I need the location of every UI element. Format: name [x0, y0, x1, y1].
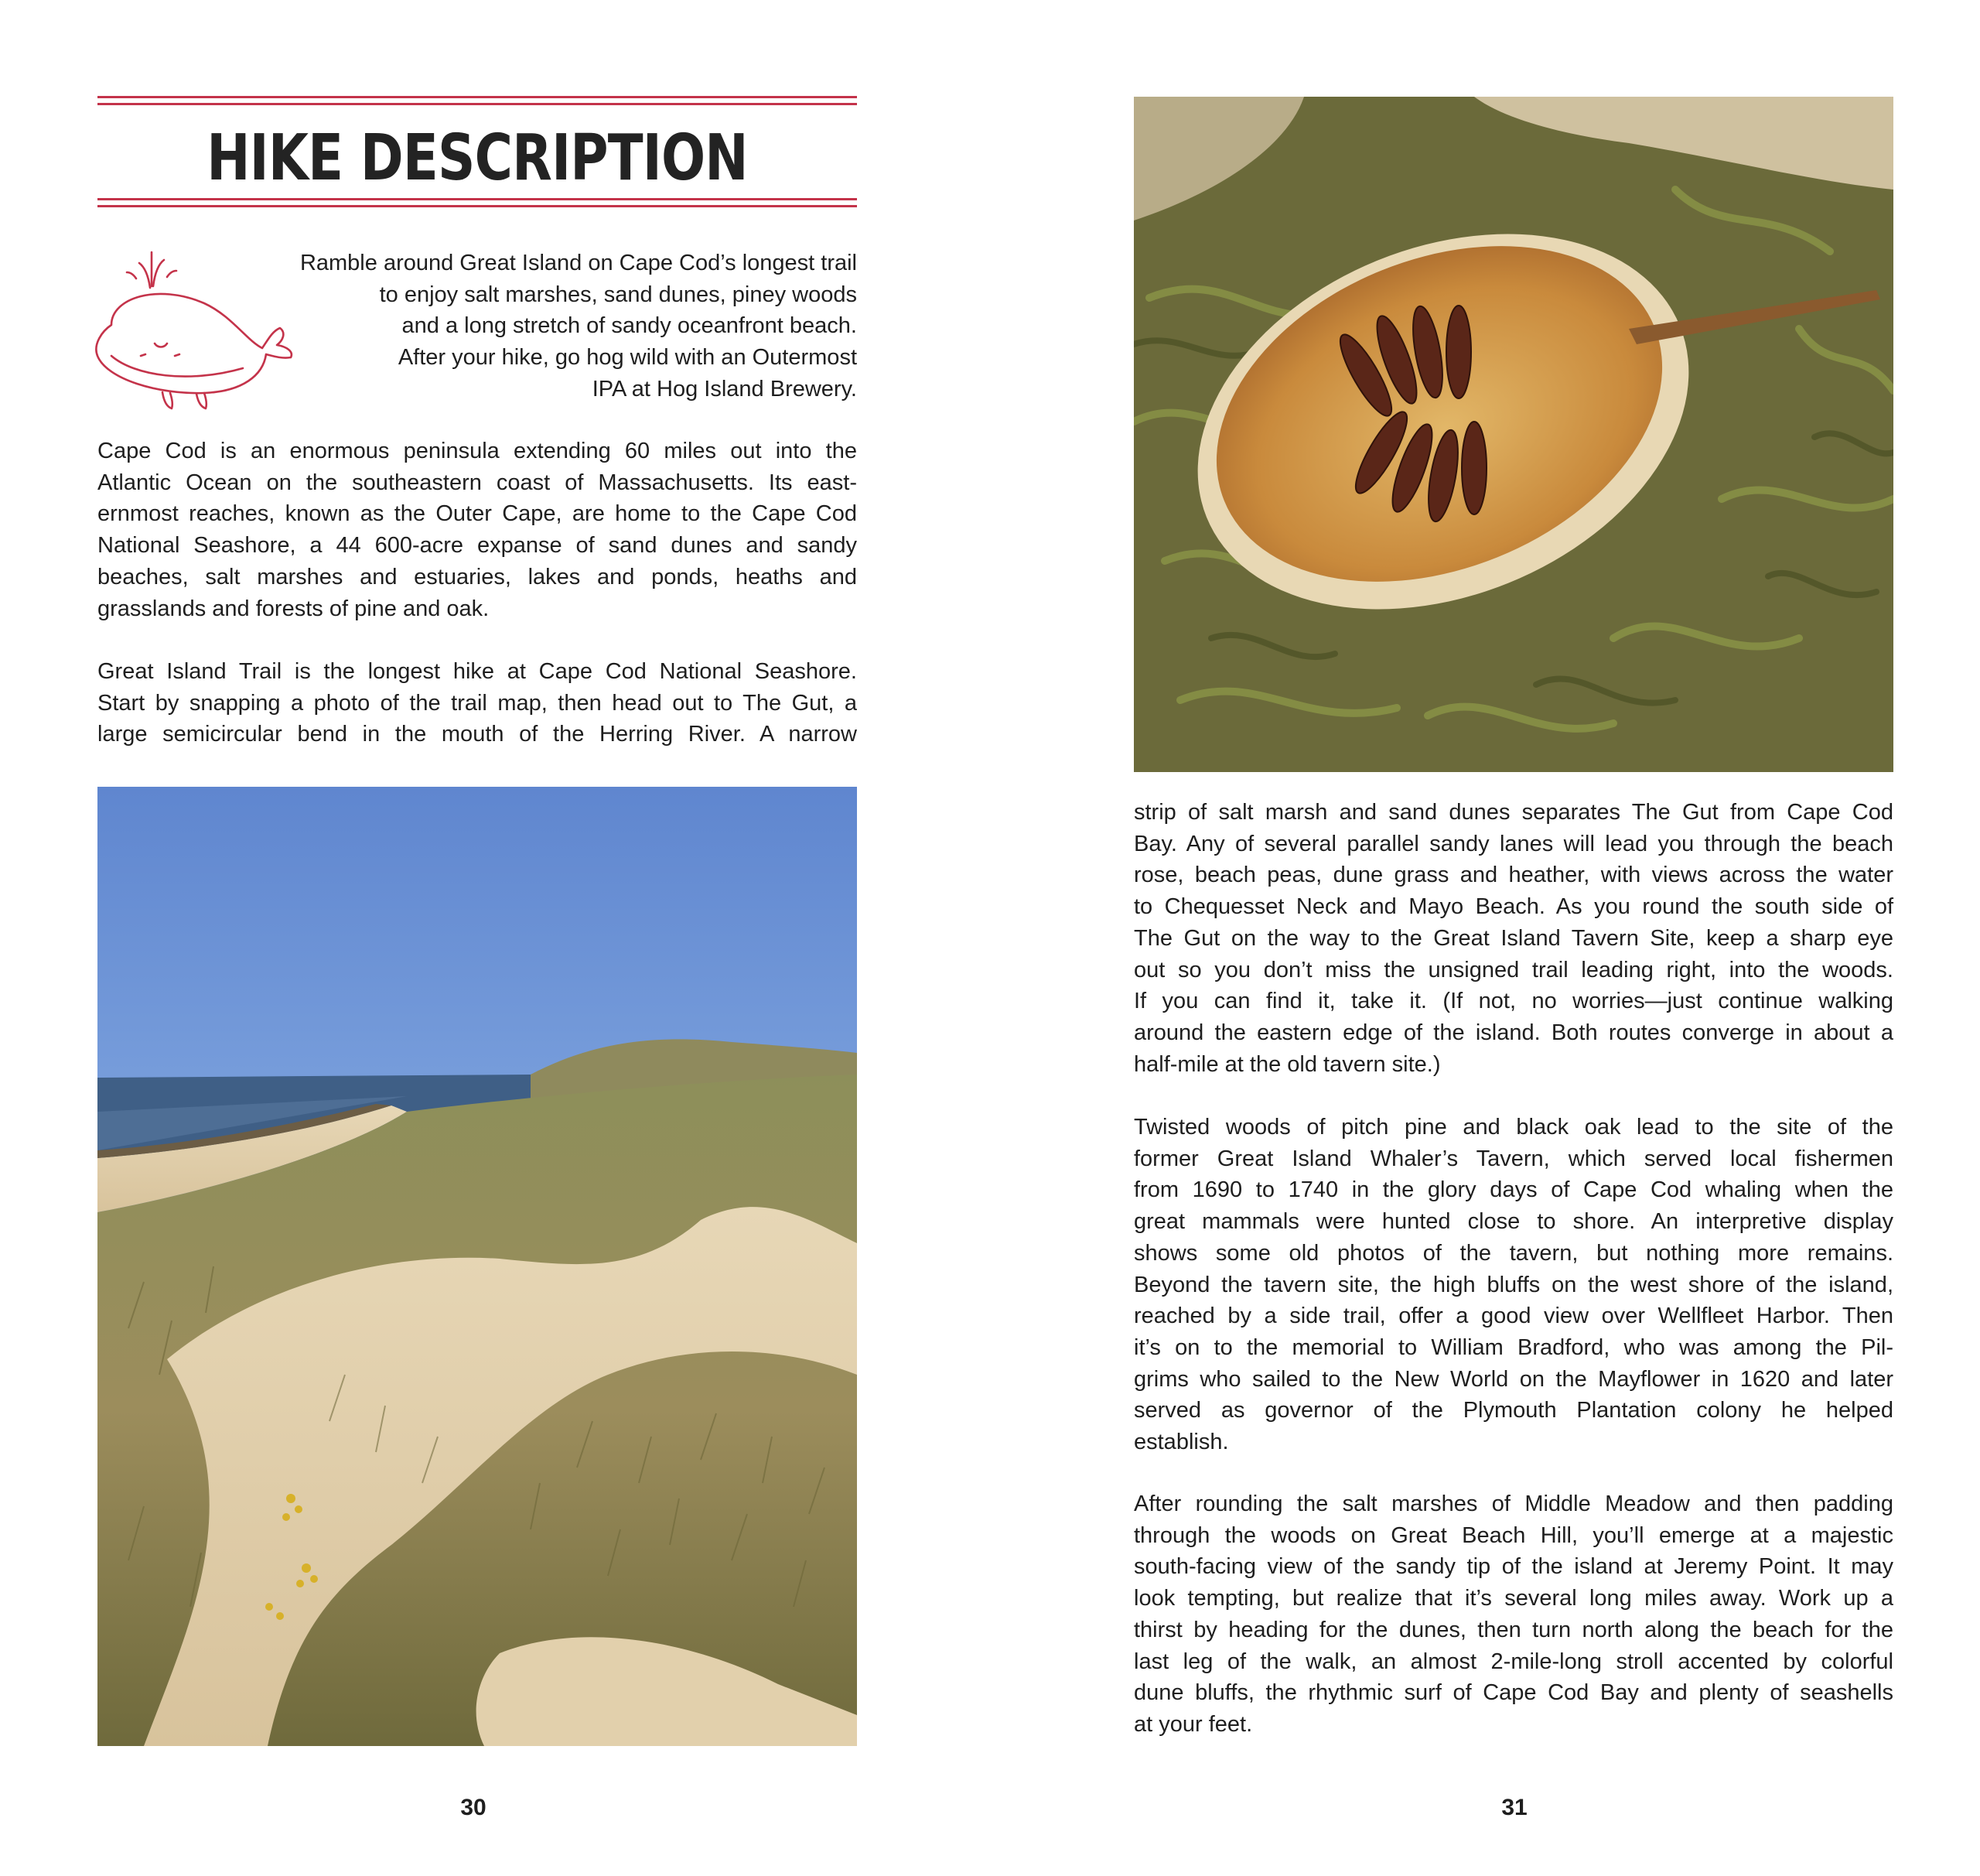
text-line: Twisted woods of pitch pine and black oak lead to the site of the [1134, 1115, 1893, 1140]
text-line: Cape Cod is an enormous peninsula extending 60 miles out into the [97, 439, 857, 463]
text-line: Bay. Any of several parallel sandy lanes will lead you through the beach [1134, 831, 1893, 856]
intro-line: After your hike, go hog wild with an Outermost [398, 345, 857, 371]
text-line: thirst by heading for the dunes, then turn north along the beach for the [1134, 1617, 1893, 1642]
text-line: out so you don’t miss the unsigned trail leading right, into the woods. [1134, 957, 1893, 982]
text-line: south-facing view of the sandy tip of the island at Jeremy Point. It may [1134, 1554, 1893, 1580]
dune-beach-photo [97, 787, 857, 1746]
body-paragraph-1 [97, 436, 857, 624]
text-line: If you can find it, take it. (If not, no worries—just continue walking [1134, 989, 1893, 1014]
text-line: National Seashore, a 44 600-acre expanse of sand dunes and sandy [97, 533, 857, 559]
intro-line: Ramble around Great Island on Cape Cod’s longest trail [299, 251, 857, 275]
text-line: strip of salt marsh and sand dunes separates The Gut from Cape Cod [1134, 800, 1893, 825]
text-line: grims who sailed to the New World on the Mayflower in 1620 and later [1134, 1366, 1893, 1392]
text-line: shows some old photos of the tavern, but nothing more remains. [1134, 1240, 1893, 1266]
horseshoe-crab-photo [1134, 97, 1893, 772]
heading-rule-bottom [97, 198, 857, 207]
intro-line: to enjoy salt marshes, sand dunes, piney woods [379, 282, 857, 307]
text-line: The Gut on the way to the Great Island Tavern Site, keep a sharp eye [1134, 925, 1893, 951]
text-line: beaches, salt marshes and estuaries, lakes and ponds, heaths and [97, 564, 857, 589]
text-line: through the woods on Great Beach Hill, you’ll emerge at a majestic [1134, 1522, 1893, 1548]
text-line: it’s on to the memorial to William Bradford, who was among the Pil- [1134, 1334, 1893, 1360]
body-paragraph-5 [1134, 1488, 1893, 1741]
text-line: former Great Island Whaler’s Tavern, which served local fishermen [1134, 1146, 1893, 1171]
text-line: last leg of the walk, an almost 2-mile-long stroll accented by colorful [1134, 1649, 1893, 1674]
text-line: look tempting, but realize that it’s several long miles away. Work up a [1134, 1586, 1893, 1611]
text-line: Atlantic Ocean on the southeastern coast of Massachusetts. Its east- [97, 470, 857, 495]
intro-line: IPA at Hog Island Brewery. [592, 376, 857, 402]
text-line: reached by a side trail, offer a good view over Wellfleet Harbor. Then [1134, 1304, 1893, 1329]
text-line: Start by snapping a photo of the trail map, then head out to The Gut, a [97, 690, 857, 716]
text-line: rose, beach peas, dune grass and heather, with views across the water [1134, 863, 1893, 888]
text-line: great mammals were hunted close to shore. An interpretive display [1134, 1209, 1893, 1235]
text-line: from 1690 to 1740 in the glory days of Cape Cod whaling when the [1134, 1177, 1893, 1203]
page-heading: HIKE DESCRIPTION [207, 121, 748, 195]
text-line: served as governor of the Plymouth Plantation colony he helped [1134, 1398, 1893, 1423]
body-paragraph-3 [1134, 797, 1893, 1080]
text-line: at your feet. [1134, 1711, 1253, 1737]
text-line: half-mile at the old tavern site.) [1134, 1051, 1441, 1077]
body-paragraph-2 [97, 656, 857, 750]
text-line: around the eastern edge of the island. Both routes converge in about a [1134, 1020, 1893, 1045]
text-line: large semicircular bend in the mouth of the Herring River. A narrow [97, 722, 857, 747]
heading-rule-top [97, 96, 857, 105]
page-number-right: 31 [1501, 1795, 1528, 1820]
text-line: After rounding the salt marshes of Middle Meadow and then padding [1134, 1492, 1893, 1516]
text-line: grasslands and forests of pine and oak. [97, 596, 490, 621]
intro-line: and a long stretch of sandy oceanfront beach. [401, 313, 857, 339]
text-line: establish. [1134, 1430, 1229, 1455]
text-line: to Chequesset Neck and Mayo Beach. As you round the south side of [1134, 894, 1893, 920]
intro-paragraph [248, 248, 857, 405]
text-line: ernmost reaches, known as the Outer Cape, are home to the Cape Cod [97, 501, 857, 527]
page-number-left: 30 [460, 1795, 486, 1820]
body-paragraph-4 [1134, 1112, 1893, 1458]
text-line: Beyond the tavern site, the high bluffs on the west shore of the island, [1134, 1272, 1893, 1297]
text-line: dune bluffs, the rhythmic surf of Cape Cod Bay and plenty of seashells [1134, 1680, 1893, 1706]
text-line: Great Island Trail is the longest hike at Cape Cod National Seashore. [97, 659, 857, 684]
